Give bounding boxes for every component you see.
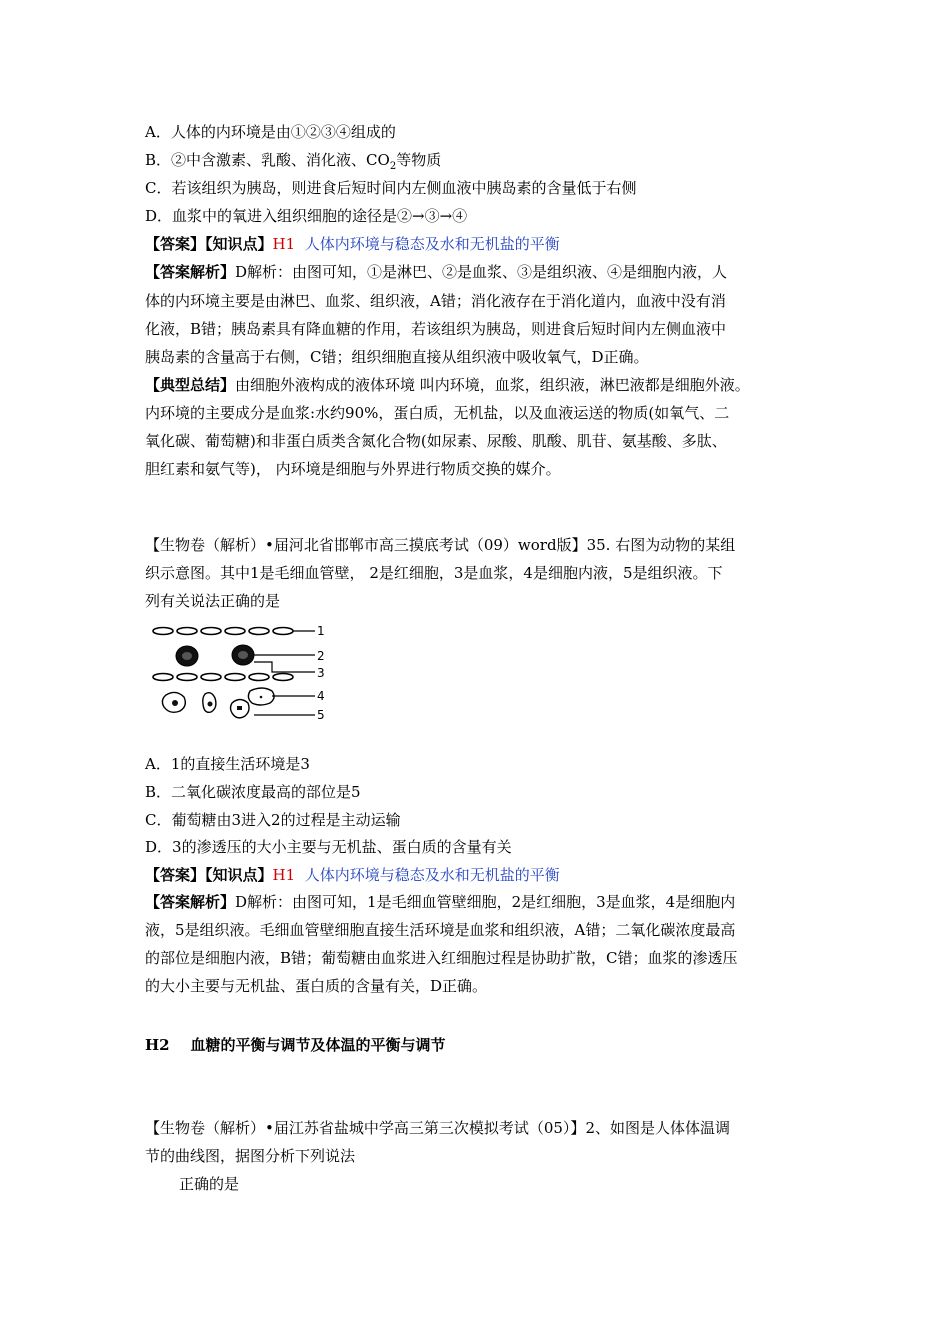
diagram-label-1: 1 [317, 624, 325, 638]
q1-analysis-line: 胰岛素的含量高于右侧，C错；组织细胞直接从组织液中吸收氧气，D正确。 [145, 348, 649, 366]
capillary-wall-cells [153, 628, 293, 635]
q2-stem-line: 【生物卷（解析）•届河北省邯郸市高三摸底考试（09）word版】35. 右图为动物的某组 [145, 536, 736, 554]
q2-option-a: A．1的直接生活环境是3 [145, 755, 310, 773]
diagram-label-2: 2 [317, 649, 325, 663]
q1-analysis-line: 化液，B错；胰岛素具有降血糖的作用，若该组织为胰岛，则进食后短时间内左侧血液中 [145, 320, 727, 338]
q2-option-b: B．二氧化碳浓度最高的部位是5 [145, 783, 361, 801]
q2-analysis-line: 的部位是细胞内液，B错；葡萄糖由血浆进入红细胞过程是协助扩散，C错；血浆的渗透压 [145, 949, 738, 967]
knowledge-point-text: 人体内环境与稳态及水和无机盐的平衡 [304, 866, 560, 884]
q3-stem-line: 【生物卷（解析）•届江苏省盐城中学高三第三次模拟考试（05）】2、如图是人体体温调 [145, 1119, 730, 1137]
q1-answer-line: 【答案】【知识点】H1 人体内环境与稳态及水和无机盐的平衡 [145, 235, 560, 253]
q2-stem-line: 织示意图。其中1是毛细血管壁， 2是红细胞，3是血浆，4是细胞内液，5是组织液。下 [145, 564, 723, 582]
q3-stem-line: 节的曲线图，据图分析下列说法 [145, 1147, 356, 1165]
q3-stem-line: 正确的是 [179, 1175, 240, 1193]
q1-summary-line: 氧化碳、葡萄糖)和非蛋白质类含氮化合物(如尿素、尿酸、肌酸、肌苷、氨基酸、多肽、 [145, 432, 727, 450]
knowledge-point-code: H1 [272, 866, 296, 884]
q2-analysis-line: 【答案解析】D解析：由图可知，1是毛细血管壁细胞，2是红细胞，3是血浆，4是细胞内 [145, 893, 736, 911]
tissue-diagram [150, 620, 330, 735]
q1-analysis-line: 体的内环境主要是由淋巴、血浆、组织液，A错；消化液存在于消化道内，血液中没有消 [145, 292, 726, 310]
q2-option-c: C．葡萄糖由3进入2的过程是主动运输 [145, 811, 401, 829]
q1-summary-line: 胆红素和氨气等)， 内环境是细胞与外界进行物质交换的媒介。 [145, 460, 561, 478]
knowledge-point-text: 人体内环境与稳态及水和无机盐的平衡 [304, 235, 560, 253]
red-blood-cells [176, 645, 254, 666]
q1-option-d: D．血浆中的氧进入组织细胞的途径是②→③→④ [145, 207, 468, 225]
tissue-cells [162, 688, 274, 718]
diagram-label-5: 5 [317, 708, 325, 722]
q2-answer-line: 【答案】【知识点】H1 人体内环境与稳态及水和无机盐的平衡 [145, 866, 560, 884]
q1-option-b: B．②中含激素、乳酸、消化液、$CO_2$等物质 [145, 151, 442, 172]
diagram-label-4: 4 [317, 689, 325, 703]
diagram-label-3: 3 [317, 666, 325, 680]
q1-option-a: A．人体的内环境是由①②③④组成的 [145, 123, 396, 141]
knowledge-point-code: H1 [272, 235, 296, 253]
subscript-2: 2 [389, 161, 397, 172]
q2-analysis-line: 液，5是组织液。毛细血管壁细胞直接生活环境是血浆和组织液，A错；二氧化碳浓度最高 [145, 921, 736, 939]
q1-option-c: C．若该组织为胰岛，则进食后短时间内左侧血液中胰岛素的含量低于右侧 [145, 179, 637, 197]
capillary-wall-cells-lower [153, 674, 293, 681]
q2-option-d: D．3的渗透压的大小主要与无机盐、蛋白质的含量有关 [145, 838, 512, 856]
q1-analysis-line: 【答案解析】D解析：由图可知，①是淋巴、②是血浆、③是组织液、④是细胞内液，人 [145, 263, 728, 281]
q2-analysis-line: 的大小主要与无机盐、蛋白质的含量有关，D正确。 [145, 977, 488, 995]
section-heading: H2 血糖的平衡与调节及体温的平衡与调节 [145, 1036, 446, 1054]
q1-summary-line: 【典型总结】由细胞外液构成的液体环境 叫内环境，血浆，组织液，淋巴液都是细胞外液。 [145, 376, 750, 394]
q2-stem-line: 列有关说法正确的是 [145, 592, 281, 610]
q1-summary-line: 内环境的主要成分是血浆:水约90%，蛋白质，无机盐，以及血液运送的物质(如氧气、二 [145, 404, 730, 422]
